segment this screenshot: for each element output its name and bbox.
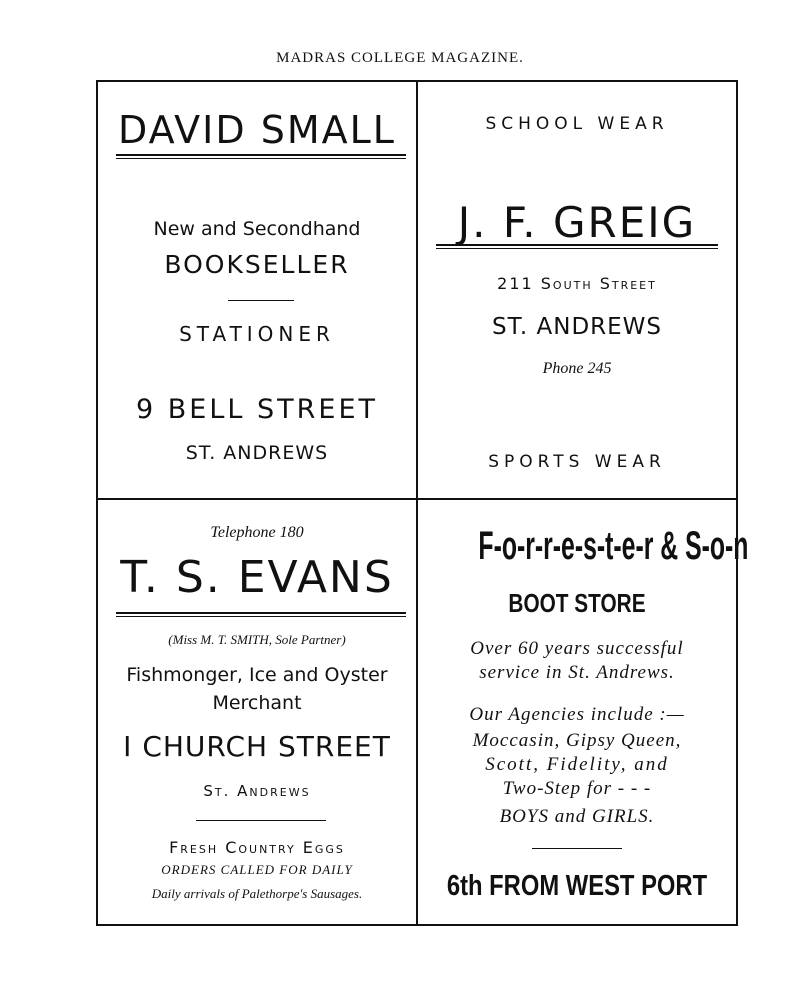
town: ST. ANDREWS <box>491 314 663 340</box>
name-underline <box>116 612 406 617</box>
text-line-4: Moccasin, Gipsy Queen, <box>472 730 682 751</box>
town: ST. ANDREWS <box>185 442 329 464</box>
partner-note: (Miss M. T. SMITH, Sole Partner) <box>168 632 346 647</box>
eggs-notice: Fresh Country Eggs <box>169 838 345 857</box>
short-rule <box>532 848 622 849</box>
magazine-header: MADRAS COLLEGE MAGAZINE. <box>276 50 524 66</box>
tagline-top: SCHOOL WEAR <box>485 114 669 134</box>
short-rule <box>196 820 326 821</box>
advertiser-name: T. S. EVANS <box>120 552 394 603</box>
text-line-3: Our Agencies include :— <box>469 704 685 725</box>
trade-line-1: Fishmonger, Ice and Oyster <box>126 664 388 686</box>
trade-line-2: Merchant <box>212 692 302 714</box>
horizontal-divider <box>98 498 736 500</box>
street-address: 6th FROM WEST PORT <box>446 870 708 902</box>
sausages-notice: Daily arrivals of Palethorpe's Sausages. <box>151 886 363 901</box>
trade-label-2: STATIONER <box>179 322 335 346</box>
text-line-7: BOYS and GIRLS. <box>499 806 655 827</box>
name-underline <box>116 154 406 159</box>
tagline-bottom: SPORTS WEAR <box>488 452 666 472</box>
text-line-5: Scott, Fidelity, and <box>485 754 669 775</box>
advertiser-name: DAVID SMALL <box>118 108 396 152</box>
short-rule <box>228 300 294 301</box>
subtitle: New and Secondhand <box>153 218 361 240</box>
street-address: 9 BELL STREET <box>135 394 378 425</box>
trade-label: BOOKSELLER <box>164 250 350 279</box>
name-underline <box>436 244 718 249</box>
text-line-1: Over 60 years successful <box>470 638 684 659</box>
text-line-6: Two-Step for - - - <box>502 778 652 799</box>
street-address: 211 South Street <box>497 274 657 293</box>
text-line-2: service in St. Andrews. <box>479 662 675 683</box>
telephone: Telephone 180 <box>210 524 304 541</box>
street-address: I CHURCH STREET <box>123 730 391 763</box>
town: St. Andrews <box>203 782 311 800</box>
store-label: BOOT STORE <box>508 588 646 618</box>
advertiser-name: J. F. GREIG <box>457 198 697 247</box>
orders-notice: ORDERS CALLED FOR DAILY <box>161 862 353 877</box>
advertiser-name: F-o-r-r-e-s-t-e-r & S-o-n <box>478 524 749 568</box>
phone: Phone 245 <box>542 360 612 377</box>
